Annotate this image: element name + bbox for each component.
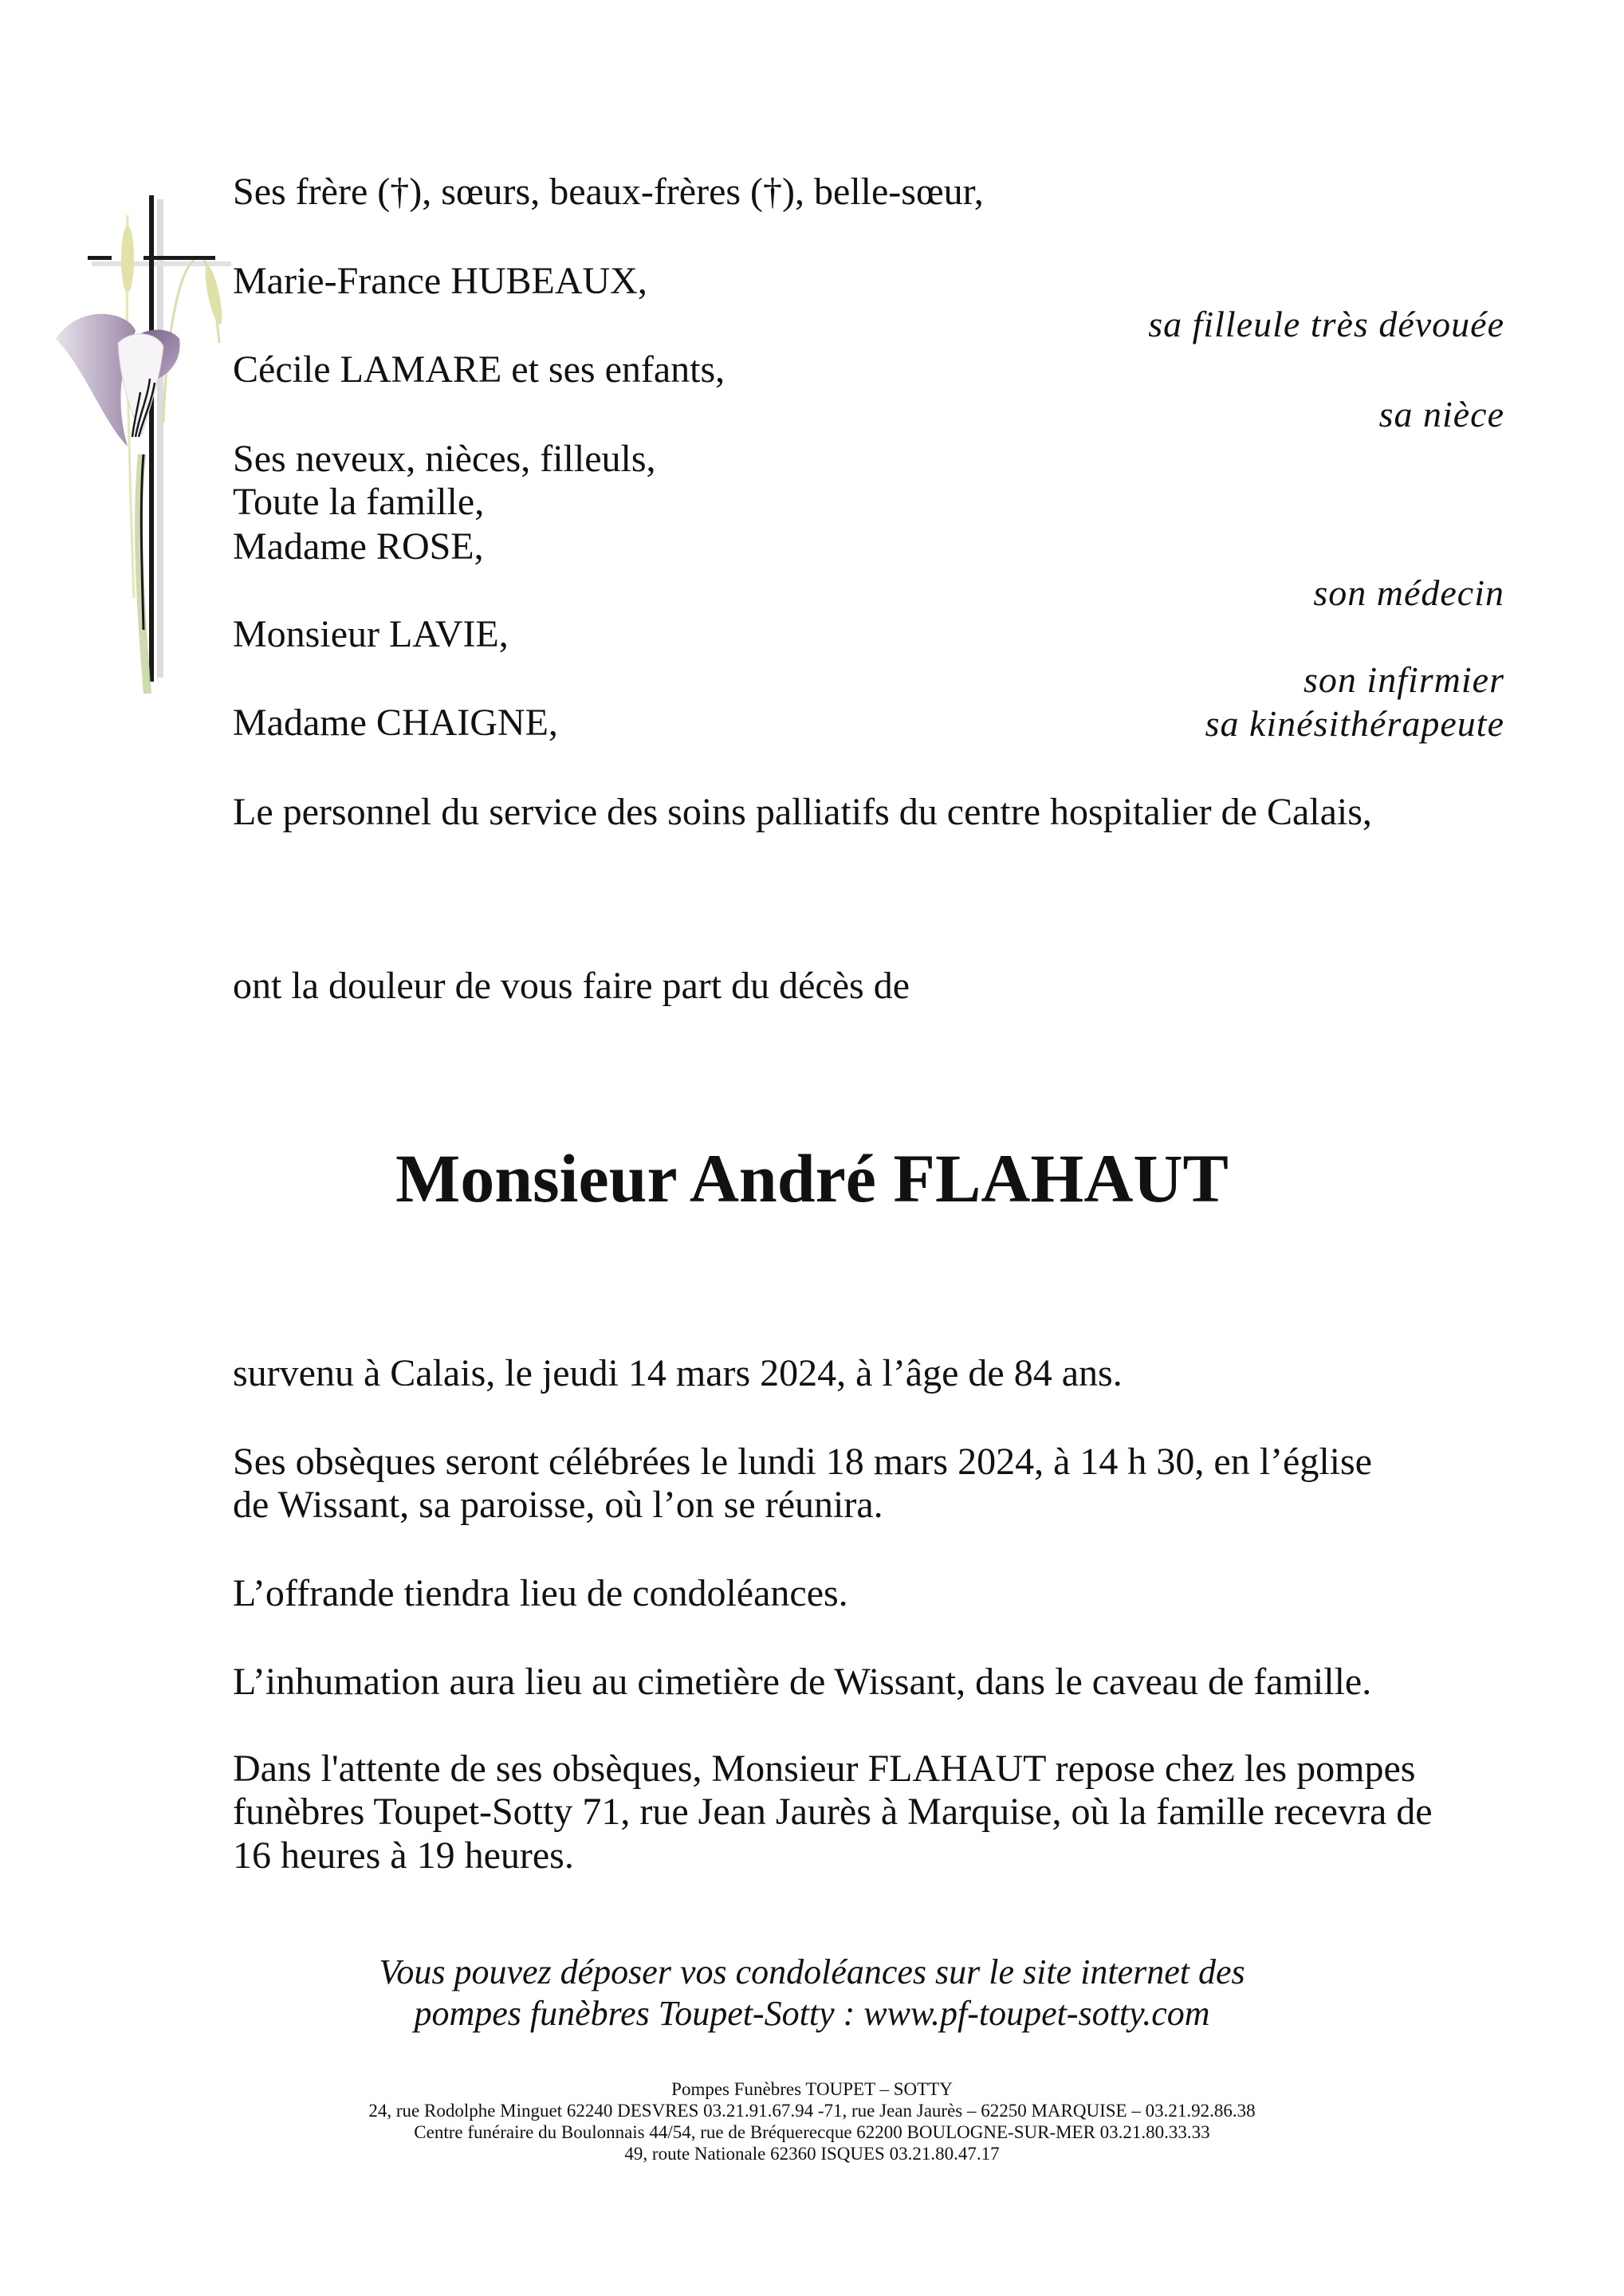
condolences-text: Vous pouvez déposer vos condoléances sur le site internet des bbox=[379, 1952, 1245, 1991]
cross-horizontal-right bbox=[144, 256, 215, 260]
wheat-ear-icon bbox=[202, 264, 225, 325]
family-line: Ses frère (†), sœurs, beaux-frères (†), belle-sœur, bbox=[233, 171, 984, 213]
family-line: Toute la famille, bbox=[233, 481, 485, 523]
wheat-ear-icon bbox=[121, 226, 134, 293]
rest-text: Dans l'attente de ses obsèques, Monsieur FLAHAUT repose chez les pompes bbox=[233, 1748, 1416, 1790]
role-label: sa filleule très dévouée bbox=[1148, 304, 1504, 344]
role-label: sa nièce bbox=[1378, 394, 1504, 434]
family-line: Monsieur LAVIE, bbox=[233, 613, 509, 655]
announcement-text: ont la douleur de vous faire part du décès de bbox=[233, 965, 910, 1007]
cross-lily-icon bbox=[48, 183, 239, 710]
funeral-details: Ses obsèques seront célébrées le lundi 18 mars 2024, à 14 h 30, en l’église bbox=[233, 1441, 1372, 1483]
burial-text: L’inhumation aura lieu au cimetière de Wissant, dans le caveau de famille. bbox=[233, 1661, 1372, 1703]
footer-address: 49, route Nationale 62360 ISQUES 03.21.80.47.17 bbox=[624, 2144, 1000, 2164]
cross-horizontal-left bbox=[88, 256, 112, 260]
funeral-details: de Wissant, sa paroisse, où l’on se réunira. bbox=[233, 1484, 883, 1526]
offering-text: L’offrande tiendra lieu de condoléances. bbox=[233, 1572, 848, 1614]
footer-address: 24, rue Rodolphe Minguet 62240 DESVRES 03.21.91.67.94 -71, rue Jean Jaurès – 62250 MARQUISE – 03.21.92.86.38 bbox=[368, 2101, 1256, 2121]
family-line: Le personnel du service des soins palliatifs du centre hospitalier de Calais, bbox=[233, 791, 1372, 833]
family-line: Cécile LAMARE et ses enfants, bbox=[233, 348, 725, 391]
lily-flower-icon bbox=[118, 334, 163, 434]
family-line: Madame ROSE, bbox=[233, 525, 484, 568]
role-label: son infirmier bbox=[1304, 659, 1504, 700]
role-label: sa kinésithérapeute bbox=[1205, 703, 1504, 744]
cross-shadow bbox=[157, 199, 163, 678]
footer-address: Centre funéraire du Boulonnais 44/54, rue de Bréquerecque 62200 BOULOGNE-SUR-MER 03.21.80.33.33 bbox=[414, 2122, 1210, 2142]
family-line: Ses neveux, nièces, filleuls, bbox=[233, 438, 656, 480]
footer-company: Pompes Funèbres TOUPET – SOTTY bbox=[671, 2079, 953, 2099]
condolences-link[interactable]: pompes funèbres Toupet-Sotty : www.pf-toupet-sotty.com bbox=[414, 1994, 1210, 2033]
death-details: survenu à Calais, le jeudi 14 mars 2024, à l’âge de 84 ans. bbox=[233, 1352, 1123, 1394]
cross-vertical bbox=[149, 195, 154, 682]
family-line: Marie-France HUBEAUX, bbox=[233, 260, 647, 302]
deceased-name-heading: Monsieur André FLAHAUT bbox=[395, 1140, 1229, 1217]
rest-text: 16 heures à 19 heures. bbox=[233, 1834, 574, 1877]
cross-shadow-h bbox=[92, 261, 231, 266]
rest-text: funèbres Toupet-Sotty 71, rue Jean Jaurès à Marquise, où la famille recevra de bbox=[233, 1791, 1433, 1833]
role-label: son médecin bbox=[1313, 572, 1504, 613]
family-line: Madame CHAIGNE, bbox=[233, 702, 558, 744]
